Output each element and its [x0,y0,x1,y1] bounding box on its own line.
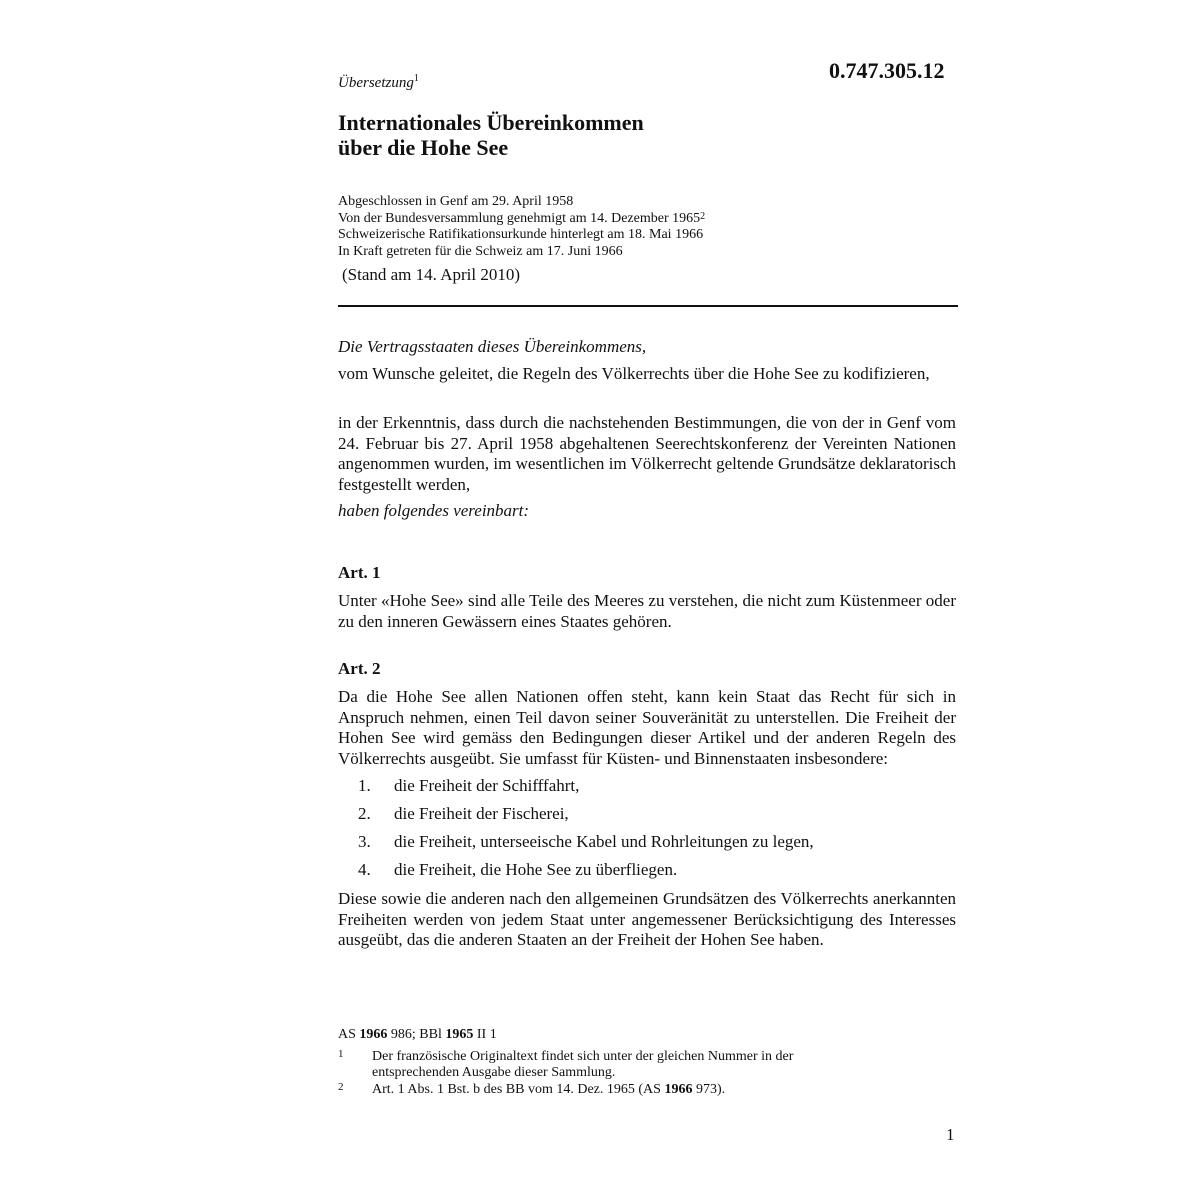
article-1-heading: Art. 1 [338,563,381,582]
footnote-2-suffix: 973). [692,1082,726,1097]
source-year-bbl: 1965 [445,1027,474,1042]
list-item-number: 3. [358,832,371,851]
title-line-2: über die Hohe See [338,135,509,160]
source-suffix: II 1 [473,1027,497,1042]
list-item-number: 4. [358,860,371,879]
list-item-text: die Freiheit der Fischerei, [394,804,569,823]
article-2-closing: Diese sowie die anderen nach den allgemeinen Grundsätzen des Völkerrechts anerkannten Freiheiten werden von jedem Staat unter angemessener Berücksichtigung des Interesses ausgeübt, das die anderen Staaten an der Freiheit der Hohen See haben. [338,889,956,949]
footnote-1-line-2: entsprechenden Ausgabe dieser Sammlung. [372,1065,616,1080]
footnote-2-year: 1966 [664,1082,693,1097]
list-item-text: die Freiheit, unterseeische Kabel und Rohrleitungen zu legen, [394,832,814,851]
preamble-paragraph-1: vom Wunsche geleitet, die Regeln des Völkerrechts über die Hohe See zu kodifizieren, [338,364,930,383]
meta-ratification: Schweizerische Ratifikationsurkunde hinterlegt am 18. Mai 1966 [338,227,704,242]
sr-number: 0.747.305.12 [829,58,945,83]
footnote-1-line-1: Der französische Originaltext findet sich unter der gleichen Nummer in der [372,1049,794,1064]
footnote-2-text [372,1082,725,1098]
source-year-as: 1966 [359,1027,388,1042]
preamble-paragraph-2: in der Erkenntnis, dass durch die nachstehenden Bestimmungen, die von der in Genf vom 24. Februar bis 27. April 1958 abgehaltenen Seerechtskonferenz der Vereinten Nationen angenommen wurden, im wesentlichen im Völkerrecht geltende Grundsätze deklaratorisch festgestellt werden, [338,413,956,494]
document-title [338,110,644,160]
footnote-1-text [372,1049,793,1081]
list-item-text: die Freiheit, die Hohe See zu überfliegen. [394,860,678,879]
footnote-2-prefix: Art. 1 Abs. 1 Bst. b des BB vom 14. Dez. 1965 (AS [372,1082,665,1097]
preamble-agreed: haben folgendes vereinbart: [338,501,530,520]
source-mid: 986; BBl [387,1027,446,1042]
meta-concluded: Abgeschlossen in Genf am 29. April 1958 [338,194,574,209]
footnote-ref-1: 1 [413,73,419,84]
list-item-number: 1. [358,776,371,795]
preamble-parties: Die Vertragsstaaten dieses Übereinkommens, [338,337,647,356]
translation-text: Übersetzung [338,75,414,91]
header-divider [338,305,958,307]
article-1-text: Unter «Hohe See» sind alle Teile des Meeres zu verstehen, die nicht zum Küstenmeer oder zu den inneren Gewässern eines Staates gehören. [338,591,956,631]
translation-label [338,75,419,92]
meta-approved-line [338,211,705,228]
document-metadata [338,194,705,260]
article-2-heading: Art. 2 [338,659,381,678]
meta-in-force: In Kraft getreten für die Schweiz am 17. Juni 1966 [338,243,623,259]
meta-approved: Von der Bundesversammlung genehmigt am 14. Dezember 1965 [338,210,701,226]
footnote-1-number: 1 [338,1048,344,1060]
article-2-text: Da die Hohe See allen Nationen offen steht, kann kein Staat das Recht für sich in Anspruch nehmen, einen Teil davon seiner Souveränität zu unterstellen. Die Freiheit der Hohen See wird gemäss den Bedingungen dieser Artikel und der anderen Regeln des Völkerrechts ausgeübt. Sie umfasst für Küsten- und Binnenstaaten insbesondere: [338,687,956,768]
page-number: 1 [946,1125,955,1144]
title-line-1: Internationales Übereinkommen [338,110,644,135]
source-prefix: AS [338,1027,360,1042]
status-date: (Stand am 14. April 2010) [342,265,521,284]
list-item-number: 2. [358,804,371,823]
footnote-ref-2: 2 [700,210,706,222]
footnote-2-number: 2 [338,1081,344,1093]
source-reference [338,1027,497,1043]
list-item-text: die Freiheit der Schifffahrt, [394,776,580,795]
